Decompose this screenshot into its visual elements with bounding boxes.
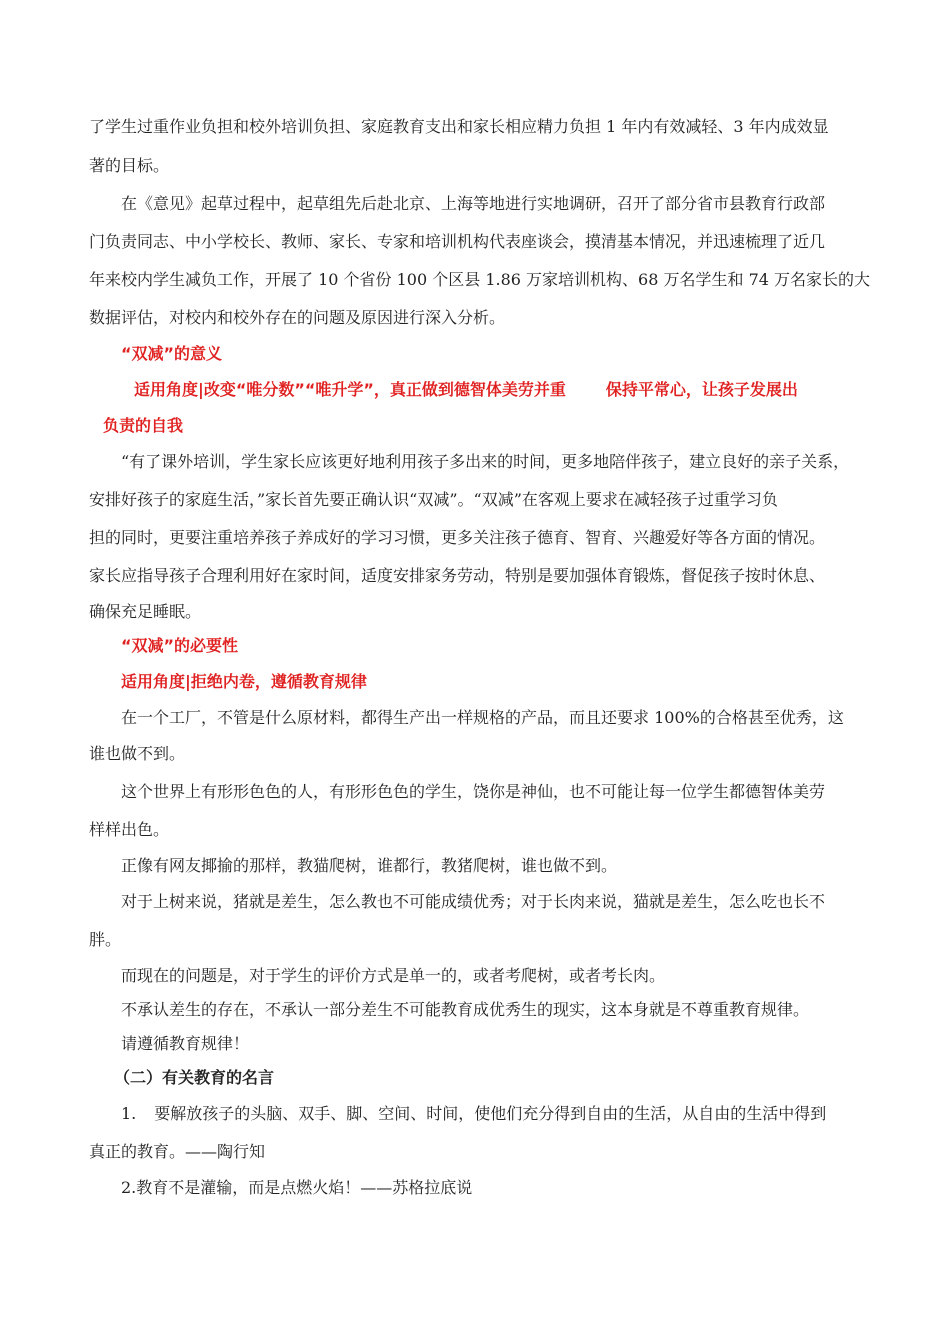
paragraph-line: 对于上树来说，猪就是差生，怎么教也不可能成绩优秀；对于长肉来说，猫就是差生，怎么吃也长不 bbox=[121, 892, 826, 911]
paragraph-line: 正像有网友揶揄的那样，教猫爬树，谁都行，教猪爬树，谁也做不到。 bbox=[121, 856, 618, 875]
quote-line: 2.教育不是灌输，而是点燃火焰！——苏格拉底说 bbox=[121, 1178, 473, 1197]
angle-text: 适用角度|改变“唯分数”“唯升学”，真正做到德智体美劳并重 bbox=[134, 380, 566, 399]
paragraph-line: 胖。 bbox=[89, 930, 122, 949]
quote-line: 真正的教育。——陶行知 bbox=[89, 1142, 266, 1161]
quote-text: 要解放孩子的头脑、双手、脚、空间、时间，使他们充分得到自由的生活，从自由的生活中得到 bbox=[154, 1104, 827, 1123]
paragraph-line: 著的目标。 bbox=[89, 156, 170, 175]
angle-line bbox=[134, 378, 890, 402]
paragraph-line: 年来校内学生减负工作，开展了 10 个省份 100 个区县 1.86 万家培训机构、68 万名学生和 74 万名家长的大 bbox=[89, 270, 871, 289]
paragraph-line: 而现在的问题是，对于学生的评价方式是单一的，或者考爬树，或者考长肉。 bbox=[121, 966, 666, 985]
paragraph-line: 确保充足睡眠。 bbox=[89, 602, 202, 621]
paragraph-line: “有了课外培训，学生家长应该更好地利用孩子多出来的时间，更多地陪伴孩子，建立良好的亲子关系， bbox=[121, 452, 850, 471]
angle-text: 适用角度|拒绝内卷，遵循教育规律 bbox=[121, 672, 367, 691]
section-heading-quotes: （二）有关教育的名言 bbox=[114, 1068, 275, 1087]
angle-text-continued: 负责的自我 bbox=[103, 416, 184, 435]
paragraph-line: 样样出色。 bbox=[89, 820, 170, 839]
paragraph-line: 这个世界上有形形色色的人，有形形色色的学生，饶你是神仙，也不可能让每一位学生都德智体美劳 bbox=[121, 782, 826, 801]
paragraph-line: 在《意见》起草过程中，起草组先后赴北京、上海等地进行实地调研，召开了部分省市县教育行政部 bbox=[121, 194, 826, 213]
paragraph-line: 了学生过重作业负担和校外培训负担、家庭教育支出和家长相应精力负担 1 年内有效减轻、3 年内成效显 bbox=[89, 117, 829, 136]
paragraph-line: 安排好孩子的家庭生活，”家长首先要正确认识“双减”。“双减”在客观上要求在减轻孩子过重学习负 bbox=[89, 490, 778, 509]
quote-line bbox=[121, 1102, 890, 1126]
section-heading-meaning: “双减”的意义 bbox=[121, 344, 223, 363]
paragraph-line: 门负责同志、中小学校长、教师、家长、专家和培训机构代表座谈会，摸清基本情况，并迅速梳理了近几 bbox=[89, 232, 826, 251]
section-heading-necessity: “双减”的必要性 bbox=[121, 636, 239, 655]
paragraph-line: 不承认差生的存在，不承认一部分差生不可能教育成优秀生的现实，这本身就是不尊重教育规律。 bbox=[121, 1000, 810, 1019]
angle-text: 保持平常心，让孩子发展出 bbox=[605, 380, 798, 399]
paragraph-line: 请遵循教育规律！ bbox=[121, 1034, 250, 1053]
paragraph-line: 家长应指导孩子合理利用好在家时间，适度安排家务劳动，特别是要加强体育锻炼，督促孩子按时休息、 bbox=[89, 566, 826, 585]
paragraph-line: 担的同时，更要注重培养孩子养成好的学习习惯，更多关注孩子德育、智育、兴趣爱好等各方面的情况。 bbox=[89, 528, 826, 547]
paragraph-line: 谁也做不到。 bbox=[89, 744, 186, 763]
quote-number: 1. bbox=[121, 1104, 137, 1123]
paragraph-line: 数据评估，对校内和校外存在的问题及原因进行深入分析。 bbox=[89, 308, 506, 327]
paragraph-line: 在一个工厂，不管是什么原材料，都得生产出一样规格的产品，而且还要求 100%的合格甚至优秀，这 bbox=[121, 708, 844, 727]
